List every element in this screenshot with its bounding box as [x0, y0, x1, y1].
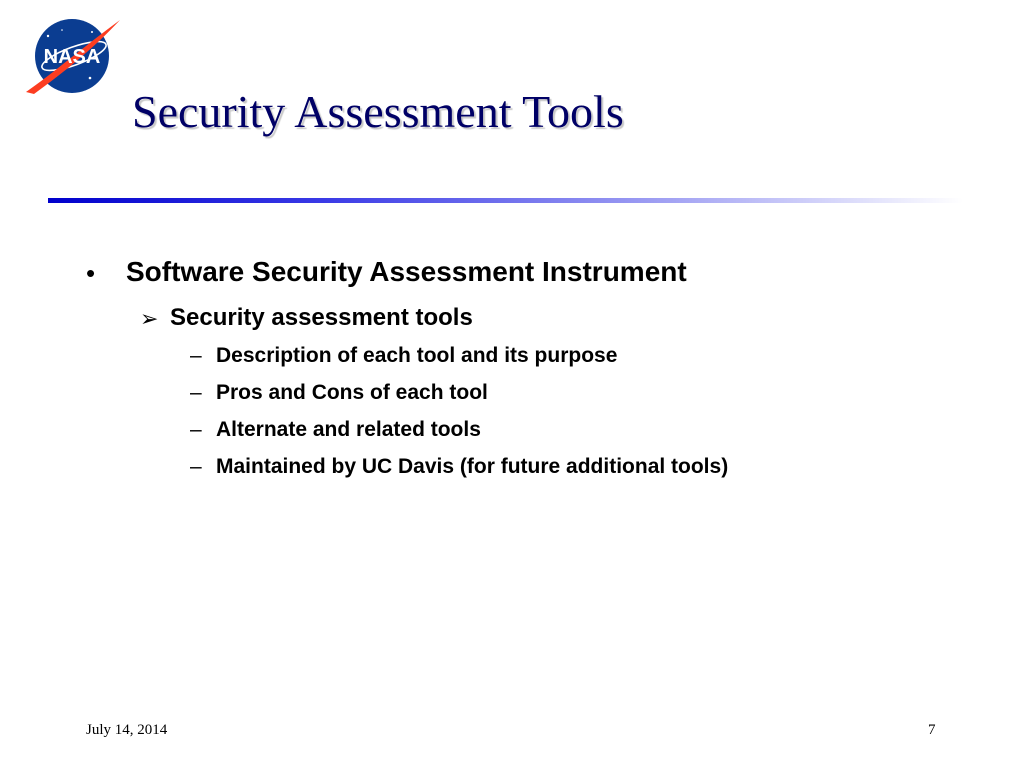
bullet-marker: • [86, 258, 96, 288]
dash-marker: – [190, 381, 202, 404]
dash-marker: – [190, 418, 202, 441]
footer-date: July 14, 2014 [86, 722, 168, 738]
arrow-bullet-icon: ➢ [140, 306, 159, 331]
dash-marker: – [190, 344, 202, 367]
slide-title: Security Assessment Tools [132, 86, 624, 137]
sub-sub-bullet-text: Alternate and related tools [216, 418, 481, 441]
sub-sub-bullet-text: Pros and Cons of each tool [216, 381, 488, 404]
bullet-text: Software Security Assessment Instrument [126, 256, 687, 287]
page-number: 7 [928, 722, 936, 738]
nasa-logo-text: NASA [43, 46, 101, 68]
sub-sub-bullet-text: Description of each tool and its purpose [216, 344, 618, 367]
sub-bullet-text: Security assessment tools [170, 304, 473, 331]
sub-sub-bullet-text: Maintained by UC Davis (for future additional tools) [216, 455, 729, 478]
dash-marker: – [190, 455, 202, 478]
